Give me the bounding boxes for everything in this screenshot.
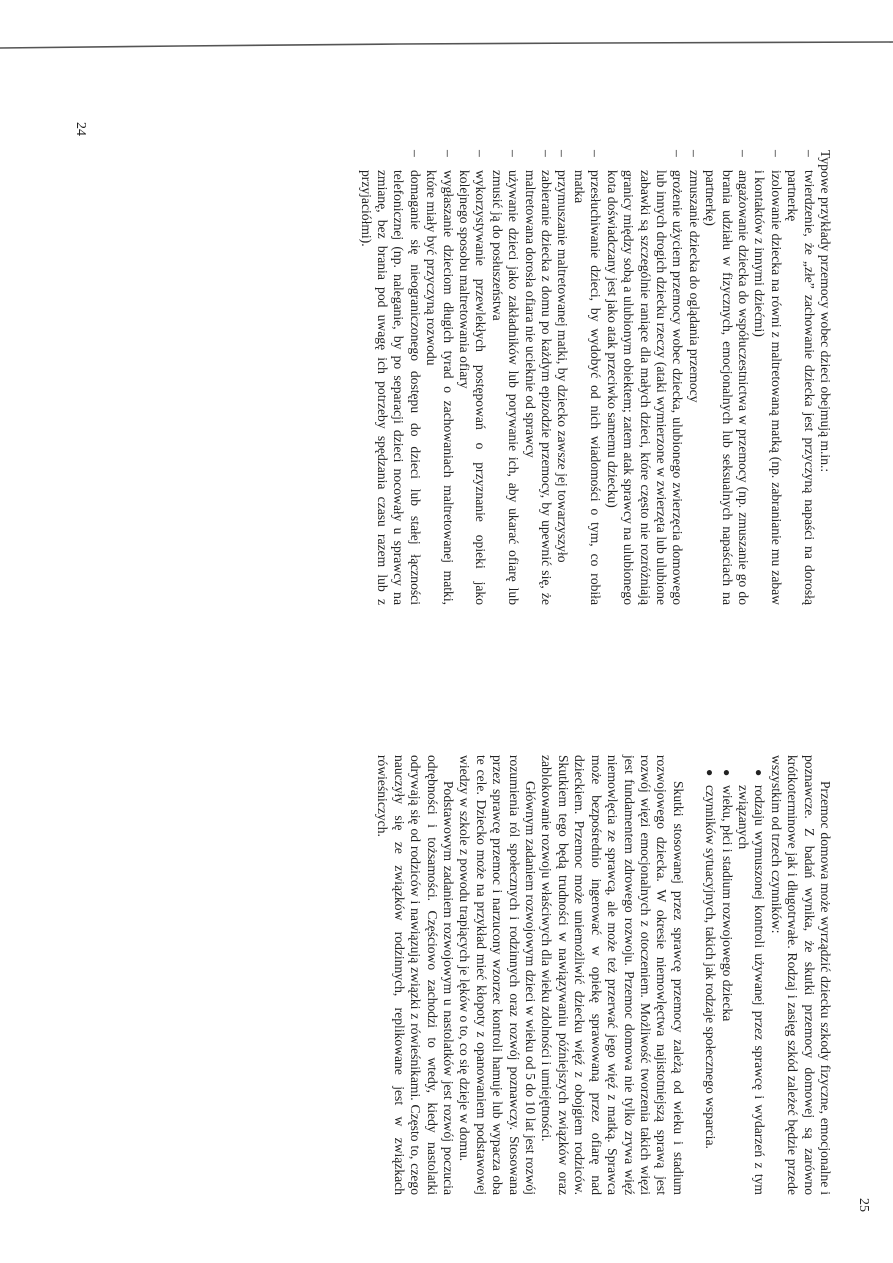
right-page-text xyxy=(374,755,833,1195)
list-item-text: wykorzystywanie przewlekłych postępowań o przyznanie opieki jako kolejnego sposobu maltretowania ofiary xyxy=(457,170,489,605)
list-item-text: zabieranie dziecka z domu po każdym epizodzie przemocy, by upewnić się, że maltretowana dorosła ofiara nie ucieknie od sprawcy xyxy=(522,170,555,605)
paragraph: Głównym zadaniem rozwojowym dzieci w wieku od 5 do 10 lat jest rozwój rozumienia ról społecznych i rodzinnych oraz rozwój poznawczy. Stosowana przez sprawcę przemoc i narzucony wzorzec kontroli hamuje lub wypacza oba te cele. Dziecko może na przykład mieć kłopoty z opanowaniem podstawowej wiedzy w szkole z powodu trapiących je lęków o to, co się dzieje w domu. xyxy=(457,755,539,1195)
page-number-right: 25 xyxy=(856,1198,871,1212)
dash-marker: – xyxy=(539,150,555,157)
list-item-text: używanie dzieci jako zakładników lub porywanie ich, aby ukarać ofiarę lub zmusić ją do posłuszeństwa xyxy=(489,170,522,605)
list-item-text: czynników sytuacyjnych, takich jak rodzaje społecznego wsparcia. xyxy=(703,785,719,1149)
list-intro: Typowe przykłady przemocy wobec dzieci obejmują m.in.: xyxy=(818,150,833,473)
list-item xyxy=(735,769,768,1195)
dash-marker: – xyxy=(555,150,571,157)
list-item xyxy=(456,150,489,605)
list-item-text: izolowanie dziecka na równi z maltretowaną matką (np. zabranianie mu zabaw i kontaktów z innymi dziećmi) xyxy=(752,170,784,605)
list-item xyxy=(571,150,604,605)
list-item xyxy=(603,150,685,605)
list-item xyxy=(488,150,521,605)
dash-marker: – xyxy=(588,150,604,157)
left-page-text xyxy=(357,150,833,605)
list-item xyxy=(423,150,456,605)
dash-marker: – xyxy=(473,150,489,157)
list-item-text: rodzaju wymuszonej kontroli używanej przez sprawcę i wydarzeń z tym związanych xyxy=(735,785,768,1195)
factors-list xyxy=(702,755,768,1195)
list-item xyxy=(702,150,751,605)
dash-marker: – xyxy=(686,150,702,157)
list-item xyxy=(357,150,423,605)
list-item xyxy=(702,769,718,1195)
list-item xyxy=(554,150,570,605)
list-item xyxy=(751,150,784,605)
list-item-text: zmuszanie dziecka do oglądania przemocy xyxy=(686,170,702,403)
list-item-text: wieku, płci i stadium rozwojowego dziecka xyxy=(719,785,735,1022)
paragraph: Skutki stosowanej przez sprawcę przemocy zależą od wieku i stadium rozwojowego dziecka. W okresie niemowlęctwa najistotniejszą sprawą jest rozwój więzi emocjonalnych z otoczeniem. Możliwość tworzenia takich więzi jest fundamentem zdrowego rozwoju. Przemoc domowa nie tylko zrywa więź niemowlęcia ze sprawcą, ale może też przerwać jego więź z matką. Sprawca może bezpośrednio ingerować w opiekę sprawowaną przez ofiarę nad dzieckiem. Przemoc może uniemożliwić dziecku więź z obojgiem rodziców. Skutkiem tego będą trudności w nawiązywaniu późniejszych związków oraz zablokowanie rozwoju właściwych dla wieku zdolności i umiejętności. xyxy=(539,755,686,1195)
list-item xyxy=(521,150,554,605)
paragraph-gap xyxy=(686,755,702,1195)
dash-marker: – xyxy=(768,150,784,157)
dash-marker: – xyxy=(670,150,686,157)
paragraph: Przemoc domowa może wyrządzić dziecku szkody fizyczne, emocjonalne i poznawcze. Z badań wynika, że skutki przemocy domowej są zarówno krótkoterminowe jak i długotrwałe. Rodzaj i zasięg szkód zależeć będzie przede wszystkim od trzech czynników: xyxy=(768,755,833,1195)
list-item-text: przesłuchiwanie dzieci, by wydobyć od nich wiadomości o tym, co robiła matka xyxy=(571,170,604,605)
dash-marker: – xyxy=(440,150,456,157)
page-number-left: 24 xyxy=(73,122,88,136)
list-item-text: grożenie użyciem przemocy wobec dziecka, ulubionego zwierzęcia domowego lub innych drogich dziecku rzeczy (ataki wymierzone w zwierzęta lub ulubione zabawki są szczególnie raniące dla małych dzieci, które często nie rozróżniają granicy między sobą a ulubionym obiektem; zatem atak sprawcy na ulubionego kota doświadczany jest jako atak przeciwko samemu dziecku) xyxy=(604,170,686,605)
paragraph: Podstawowym zadaniem rozwojowym u nastolatków jest rozwój poczucia odrębności i tożsamości. Częściowo zachodzi to wtedy, kiedy nastolatki odrywają się od rodziców i nawiązują związki z rówieśnikami. Często to, czego nauczyły się ze związków rodzinnych, replikowane jest w związkach rówieśniczych. xyxy=(375,755,457,1195)
list-item-text: domaganie się nieograniczonego dostępu do dzieci lub stałej łączności telefonicznej (np. naleganie, by po separacji dzieci nocowały u sprawcy na zmianę, bez brania pod uwagę ich potrzeby spędzania czasu razem lub z przyjaciółmi). xyxy=(358,170,423,605)
bullet-icon: ● xyxy=(752,769,767,777)
list-item xyxy=(685,150,701,605)
list-item-text: wygłaszanie dzieciom długich tyrad o zachowaniach maltretowanej matki, które miały być przyczyną rozwodu xyxy=(424,170,456,605)
bullet-icon: ● xyxy=(703,769,718,777)
right-page xyxy=(0,720,893,1263)
dash-marker: – xyxy=(801,150,817,157)
dash-marker: – xyxy=(407,150,423,157)
list-item xyxy=(718,769,734,1195)
bullet-icon: ● xyxy=(719,769,734,777)
list-item-text: przymuszanie maltretowanej matki, by dziecko zawsze jej towarzyszyło xyxy=(555,170,571,563)
abuse-examples-list xyxy=(357,150,816,605)
list-item-text: twierdzenie, że „złe” zachowanie dziecka jest przyczyną napaści na dorosłą partnerkę xyxy=(785,170,817,605)
list-item xyxy=(784,150,817,605)
list-item-text: angażowanie dziecka do współuczestnictwa w przemocy (np. zmuszanie go do brania udziału w fizycznych, emocjonalnych lub seksualnych napaściach na partnerkę) xyxy=(703,170,751,605)
dash-marker: – xyxy=(735,150,751,157)
dash-marker: – xyxy=(506,150,522,157)
